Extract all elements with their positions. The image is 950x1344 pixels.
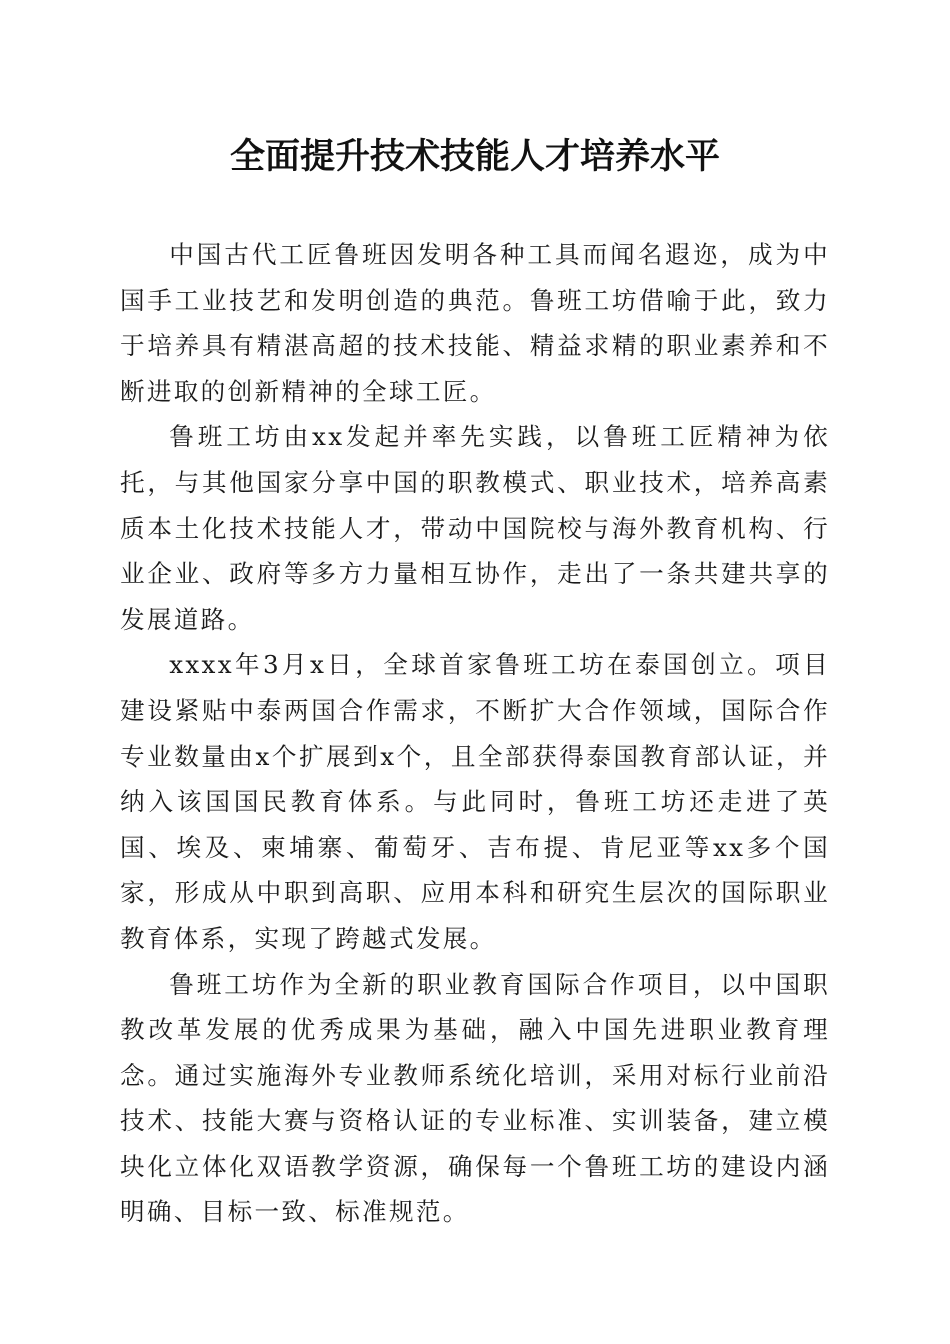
document-title: 全面提升技术技能人才培养水平 <box>229 136 720 177</box>
paragraph-4: 鲁班工坊作为全新的职业教育国际合作项目，以中国职教改革发展的优秀成果为基础，融入中国先进职业教育理念。通过实施海外专业教师系统化培训，采用对标行业前沿技术、技能大赛与资格认证的专业标准、实训装备，建立模块化立体化双语教学资源，确保每一个鲁班工坊的建设内涵明确、目标一致、标准规范。 <box>120 969 830 1227</box>
paragraph-2: 鲁班工坊由xx发起并率先实践，以鲁班工匠精神为依托，与其他国家分享中国的职教模式、职业技术，培养高素质本土化技术技能人才，带动中国院校与海外教育机构、行业企业、政府等多方力量相互协作，走出了一条共建共享的发展道路。 <box>120 422 830 634</box>
paragraph-3: xxxx年3月x日，全球首家鲁班工坊在泰国创立。项目建设紧贴中泰两国合作需求，不断扩大合作领域，国际合作专业数量由x个扩展到x个，且全部获得泰国教育部认证，并纳入该国国民教育体系。与此同时，鲁班工坊还走进了英国、埃及、柬埔寨、葡萄牙、吉布提、肯尼亚等xx多个国家，形成从中职到高职、应用本科和研究生层次的国际职业教育体系，实现了跨越式发展。 <box>120 650 830 953</box>
document-body <box>120 232 830 1235</box>
paragraph-1: 中国古代工匠鲁班因发明各种工具而闻名遐迩，成为中国手工业技艺和发明创造的典范。鲁班工坊借喻于此，致力于培养具有精湛高超的技术技能、精益求精的职业素养和不断进取的创新精神的全球工匠。 <box>120 240 830 406</box>
